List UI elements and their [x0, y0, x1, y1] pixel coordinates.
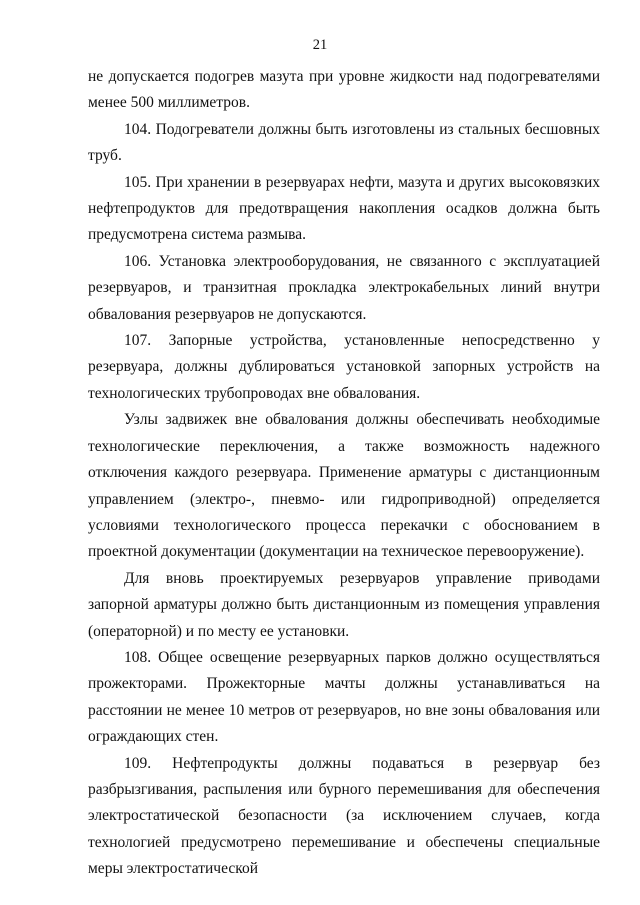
document-body — [88, 64, 600, 883]
paragraph-106: 106. Установка электрооборудования, не связанного с эксплуатацией резервуаров, и транзитная прокладка электрокабельных линий внутри обвалования резервуаров не допускаются. — [88, 252, 600, 323]
paragraph-108: 108. Общее освещение резервуарных парков должно осуществляться прожекторами. Прожекторные мачты должны устанавливаться на расстоянии не менее 10 метров от резервуаров, но вне зоны обвалования или ограждающих стен. — [88, 648, 600, 746]
paragraph-105: 105. При хранении в резервуарах нефти, мазута и других высоковязких нефтепродуктов для предотвращения накопления осадков должна быть предусмотрена система размыва. — [88, 173, 600, 244]
paragraph-continuation: не допускается подогрев мазута при уровне жидкости над подогревателями менее 500 миллиметров. — [88, 68, 600, 112]
paragraph-107: 107. Запорные устройства, установленные непосредственно у резервуара, должны дублироваться установкой запорных устройств на технологических трубопроводах вне обвалования. — [88, 332, 600, 402]
paragraph-109: 109. Нефтепродукты должны подаваться в резервуар без разбрызгивания, распыления или бурного перемешивания для обеспечения электростатической безопасности (за исключением случаев, когда технологией предусмотрено перемешивание и обеспечены специальные меры электростатической — [88, 754, 600, 878]
paragraph-new-tanks: Для вновь проектируемых резервуаров управление приводами запорной арматуры должно быть дистанционным из помещения управления (операторной) и по месту ее установки. — [88, 569, 600, 640]
page-number: 21 — [312, 37, 328, 53]
paragraph-valve-nodes: Узлы задвижек вне обвалования должны обеспечивать необходимые технологические переключения, а также возможность надежного отключения каждого резервуара. Применение арматуры с дистанционным управлением (электро-, пневмо- или гидроприводной) определяется условиями технологического процесса перекачки с обоснованием в проектной документации (документации на техническое перевооружение). — [88, 411, 600, 561]
paragraph-104: 104. Подогреватели должны быть изготовлены из стальных бесшовных труб. — [88, 120, 600, 165]
